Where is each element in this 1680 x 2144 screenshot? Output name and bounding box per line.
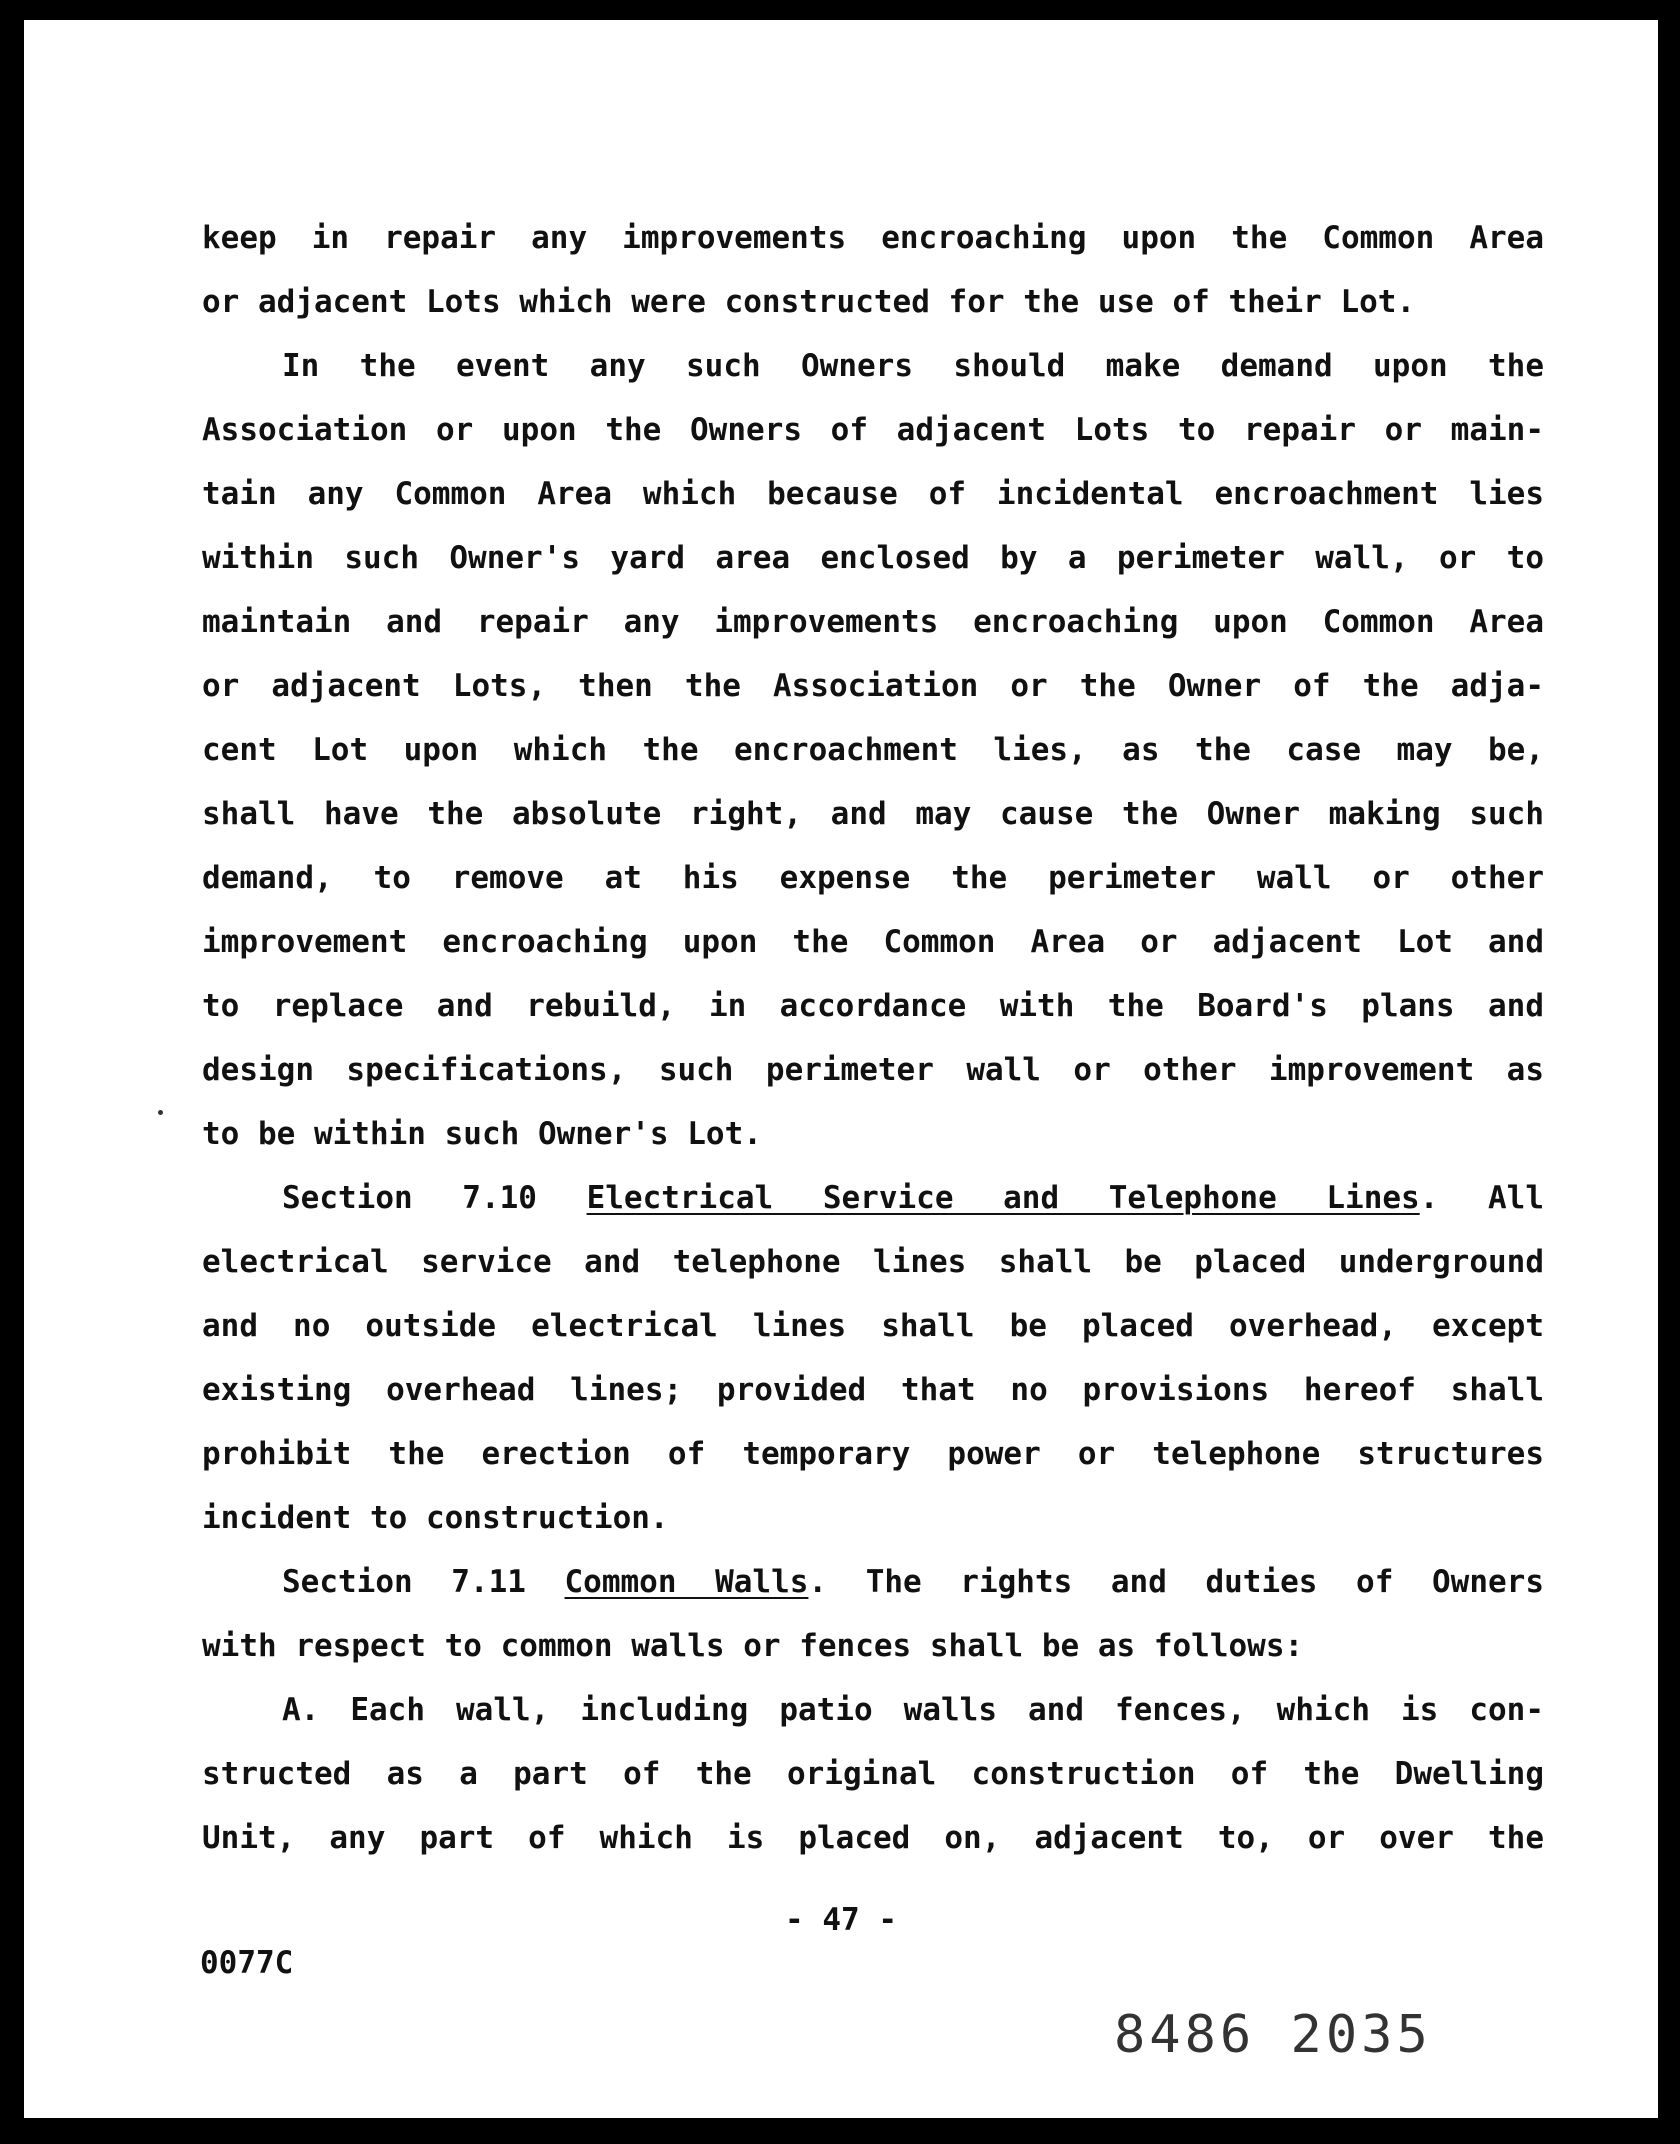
text-line: shall have the absolute right, and may cause the Owner making such xyxy=(202,796,1544,832)
scan-speck xyxy=(158,1110,163,1115)
text-line: design specifications, such perimeter wall or other improvement as xyxy=(202,1052,1544,1088)
text-line: cent Lot upon which the encroachment lies, as the case may be, xyxy=(202,732,1544,768)
text-line: improvement encroaching upon the Common Area or adjacent Lot and xyxy=(202,924,1544,960)
bates-stamp: 8486 2035 xyxy=(1114,2005,1432,2065)
section-7-10-suffix: . All xyxy=(1419,1180,1544,1216)
text-line: tain any Common Area which because of incidental encroachment lies xyxy=(202,476,1544,512)
text-line: keep in repair any improvements encroaching upon the Common Area xyxy=(202,220,1544,256)
document-code: 0077C xyxy=(200,1945,294,1981)
body-text xyxy=(202,206,1544,1870)
document-page xyxy=(24,20,1658,2118)
text-line: incident to construction. xyxy=(202,1500,669,1536)
text-line: In the event any such Owners should make demand upon the xyxy=(282,348,1544,384)
encroachment-paragraphs xyxy=(202,206,1544,1166)
page-number: - 47 - xyxy=(785,1902,897,1938)
section-7-11-title: Common Walls xyxy=(564,1564,809,1600)
section-7-11-heading-line xyxy=(202,1550,1544,1614)
text-line: to replace and rebuild, in accordance with the Board's plans and xyxy=(202,988,1544,1024)
section-7-10-heading-line xyxy=(202,1166,1544,1230)
text-line: within such Owner's yard area enclosed by a perimeter wall, or to xyxy=(202,540,1544,576)
text-line: to be within such Owner's Lot. xyxy=(202,1116,762,1152)
text-line: prohibit the erection of temporary power or telephone structures xyxy=(202,1436,1544,1472)
text-line: and no outside electrical lines shall be placed overhead, except xyxy=(202,1308,1544,1344)
text-line: structed as a part of the original construction of the Dwelling xyxy=(202,1756,1544,1792)
text-line: maintain and repair any improvements encroaching upon Common Area xyxy=(202,604,1544,640)
text-line: or adjacent Lots, then the Association or the Owner of the adja- xyxy=(202,668,1544,704)
text-line: electrical service and telephone lines shall be placed underground xyxy=(202,1244,1544,1280)
section-7-11-number: Section 7.11 xyxy=(282,1564,526,1600)
text-line: demand, to remove at his expense the perimeter wall or other xyxy=(202,860,1544,896)
clause-a-first-line: A. Each wall, including patio walls and fences, which is con- xyxy=(282,1692,1544,1728)
text-line: with respect to common walls or fences shall be as follows: xyxy=(202,1628,1304,1664)
text-line: existing overhead lines; provided that no provisions hereof shall xyxy=(202,1372,1544,1408)
section-7-10-number: Section 7.10 xyxy=(282,1180,537,1216)
section-7-10-title: Electrical Service and Telephone Lines xyxy=(586,1180,1420,1216)
text-line: Association or upon the Owners of adjacent Lots to repair or main- xyxy=(202,412,1544,448)
section-7-11-suffix: . The rights and duties of Owners xyxy=(808,1564,1544,1600)
text-line: or adjacent Lots which were constructed for the use of their Lot. xyxy=(202,284,1416,320)
text-line: Unit, any part of which is placed on, adjacent to, or over the xyxy=(202,1820,1544,1856)
